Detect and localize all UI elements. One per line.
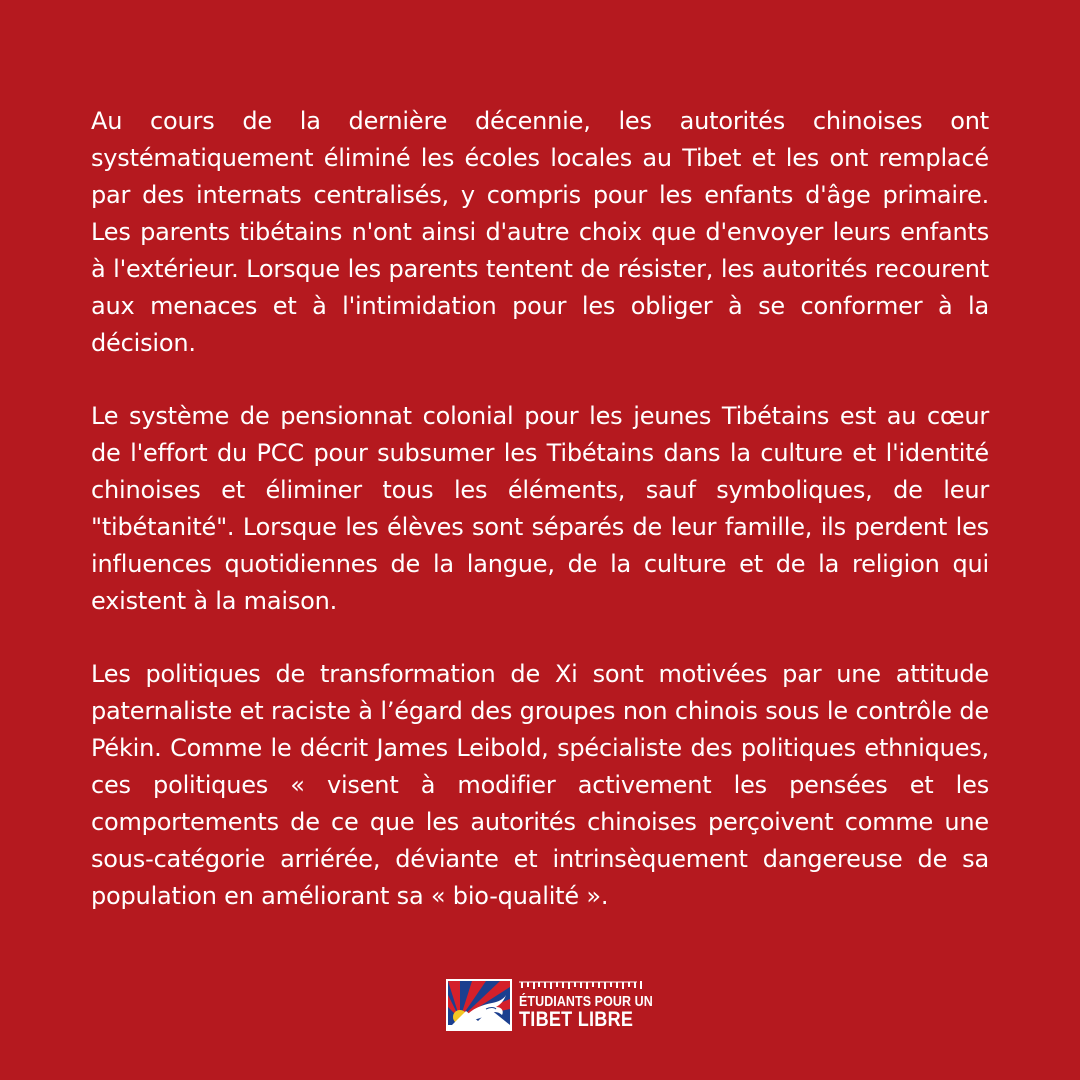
organization-logo: [446, 979, 653, 1031]
article-body: [91, 103, 989, 951]
logo-text-line-1: ÉTUDIANTS POUR UN: [519, 994, 653, 1010]
logo-text-line-2: TIBET LIBRE: [519, 1008, 634, 1031]
paragraph-3: Les politiques de transformation de Xi sont motivées par une attitude paternaliste et raciste à l’égard des groupes non chinois sous le contrôle de Pékin. Comme le décrit James Leibold, spécialiste des politiques ethniques, ces politiques « visent à modifier activement les pensées et les comportements de ce que les autorités chinoises perçoivent comme une sous-catégorie arriérée, déviante et intrinsèquement dangereuse de sa population en améliorant sa « bio-qualité ».: [91, 660, 989, 910]
tibetan-script-text: [519, 980, 643, 990]
paragraph-1: Au cours de la dernière décennie, les autorités chinoises ont systématiquement éliminé les écoles locales au Tibet et les ont remplacé par des internats centralisés, y compris pour les enfants d'âge primaire. Les parents tibétains n'ont ainsi d'autre choix que d'envoyer leurs enfants à l'extérieur. Lorsque les parents tentent de résister, les autorités recourent aux menaces et à l'intimidation pour les obliger à se conformer à la décision.: [91, 107, 989, 357]
tibetan-flag-snow-lion-icon: [446, 979, 512, 1031]
paragraph-2: Le système de pensionnat colonial pour les jeunes Tibétains est au cœur de l'effort du PCC pour subsumer les Tibétains dans la culture et l'identité chinoises et éliminer tous les éléments, sauf symboliques, de leur "tibétanité". Lorsque les élèves sont séparés de leur famille, ils perdent les influences quotidiennes de la langue, de la culture et de la religion qui existent à la maison.: [91, 402, 989, 615]
